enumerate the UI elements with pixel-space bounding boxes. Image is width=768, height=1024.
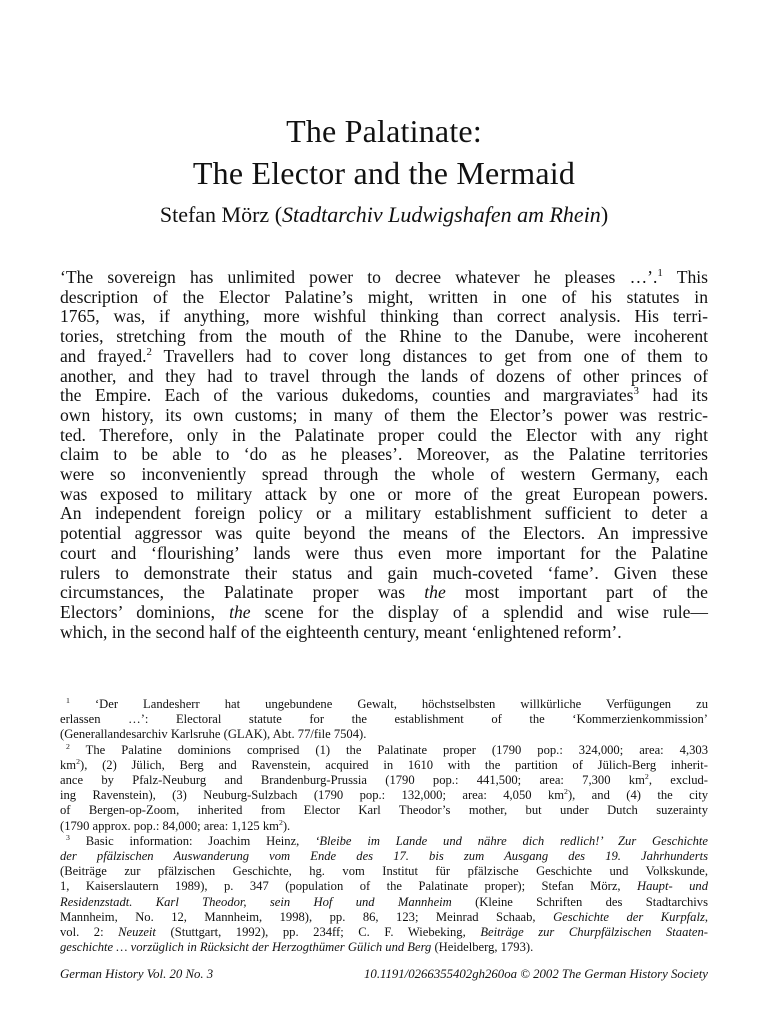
footnote-line: $^3$ Basic information: Joachim Heinz, ‘Bleibe im Lande und nähre dich redlich!’ Zur Geschichte xyxy=(66,832,708,848)
body-text-line: own history, its own customs; in many of them the Elector’s power was restric- xyxy=(60,404,708,425)
footnote-line: Mannheim, No. 12, Mannheim, 1998), pp. 86, 123; Meinrad Schaab, Geschichte der Kurpfalz, xyxy=(60,909,708,924)
body-text-line: ted. Therefore, only in the Palatinate proper could the Elector with any right xyxy=(60,424,708,445)
body-text-line: 1765, was, if anything, more wishful thinking than correct analysis. His terri- xyxy=(60,306,708,327)
footnote-line: $^2$ The Palatine dominions comprised (1) the Palatinate proper (1790 pop.: 324,000; area: 4,303 xyxy=(66,741,708,757)
footnotes xyxy=(60,697,708,955)
body-text-line: another, and they had to travel through the lands of dozens of other princes of xyxy=(60,365,708,386)
footnote-line: Residenzstadt. Karl Theodor, sein Hof und Mannheim (Kleine Schriften des Stadtarchivs xyxy=(60,894,708,909)
body-text-line: ‘The sovereign has unlimited power to decree whatever he pleases …’.$^1$ This xyxy=(60,267,708,287)
footnote-line: erlassen …’: Electoral statute for the establishment of the ‘Kommerzienkommission’ xyxy=(60,712,708,727)
footnote-line: (1790 approx. pop.: 84,000; area: 1,125 $km^2$). xyxy=(60,817,291,833)
body-text-line: description of the Elector Palatine’s might, written in one of his statutes in xyxy=(60,286,708,307)
italic-text: Beiträge zur Churpfälzischen Staaten- xyxy=(480,925,708,940)
footnote-line xyxy=(60,849,708,864)
author-affiliation: Stadtarchiv Ludwigshafen am Rhein xyxy=(282,202,601,227)
italic-text: Neuzeit xyxy=(118,925,156,940)
italic-text: geschichte … vorzüglich in Rücksicht der Herzogthümer Gülich und Berg xyxy=(60,940,432,955)
footer-doi-copyright: 10.1191/0266355402gh260oa © 2002 The German History Society xyxy=(364,967,708,981)
footnote-line: $km^2$), (2) Jülich, Berg and Ravenstein, acquired in 1610 with the partition of Jülich-Berg inherit- xyxy=(60,756,708,772)
body-text-line: and frayed.$^2$ Travellers had to cover long distances to get from one of them to xyxy=(60,345,708,366)
body-text xyxy=(60,268,708,642)
footnote-marker: 2 xyxy=(278,817,283,827)
body-text-line: An independent foreign policy or a military establishment sufficient to deter a xyxy=(60,503,708,524)
footnote-marker: 2 xyxy=(644,771,649,781)
footnote-line: geschichte … vorzüglich in Rücksicht der Herzogthümer Gülich und Berg (Heidelberg, 1793). xyxy=(60,940,534,955)
footnote-marker: 2 xyxy=(66,741,70,751)
footnote-marker: 3 xyxy=(66,832,70,842)
author-name: Stefan Mörz xyxy=(159,202,270,227)
footnote-marker: 2 xyxy=(76,756,80,766)
footnote-marker: 2 xyxy=(564,787,568,797)
italic-text: the xyxy=(424,582,446,603)
footnote-marker: 1 xyxy=(66,695,70,705)
footnote-marker: 3 xyxy=(633,385,639,398)
article-title-line-2: The Elector and the Mermaid xyxy=(192,155,576,191)
body-text-line: was exposed to military attack by one or more of the great European powers. xyxy=(60,483,708,504)
article-title-line-1: The Palatinate: xyxy=(286,113,482,149)
footnote-marker: 1 xyxy=(657,267,663,280)
italic-text: ‘Bleibe im Lande und nähre dich redlich!’ Zur Geschichte xyxy=(315,833,708,848)
italic-text: Haupt- und xyxy=(636,879,708,894)
body-text-line: potential aggressor was quite beyond the means of the Electors. An impressive xyxy=(60,523,708,544)
body-text-line: rulers to demonstrate their status and gain much-coveted ‘fame’. Given these xyxy=(60,562,708,583)
body-text-line: circumstances, the Palatinate proper was the most important part of the xyxy=(60,582,708,603)
body-text-line: were so inconveniently spread through the whole of western Germany, each xyxy=(60,464,708,485)
italic-text: Geschichte der Kurpfalz xyxy=(553,909,705,924)
body-text-line: claim to be able to ‘do as he pleases’. Moreover, as the Palatine territories xyxy=(60,444,708,465)
body-text-line: the Empire. Each of the various dukedoms, counties and margraviates$^3$ had its xyxy=(60,385,708,406)
footnote-line: of Bergen-op-Zoom, inherited from Elector Karl Theodor’s mother, but under Dutch suzerainty xyxy=(60,803,708,818)
body-text-line: tories, stretching from the mouth of the Rhine to the Danube, were incoherent xyxy=(60,326,708,347)
body-text-line: court and ‘flourishing’ lands were thus even more important for the Palatine xyxy=(60,542,708,563)
footnote-marker: 2 xyxy=(146,345,152,358)
footnote-line: ance by Pfalz-Neuburg and Brandenburg-Prussia (1790 pop.: 441,500; area: 7,300 $km^2$, exclud- xyxy=(60,771,709,788)
footnote-line: (Generallandesarchiv Karlsruhe (GLAK), Abt. 77/file 7504). xyxy=(60,727,367,742)
italic-text: der pfälzischen Auswanderung vom Ende des 17. bis zum Ausgang des 19. Jahrhunderts xyxy=(60,849,708,864)
body-text-line: Electors’ dominions, the scene for the display of a splendid and wise rule— xyxy=(60,601,708,622)
footnote-line: vol. 2: Neuzeit (Stuttgart, 1992), pp. 234ff; C. F. Wiebeking, Beiträge zur Churpfälzischen Staaten- xyxy=(60,925,708,940)
footer-journal: German History Vol. 20 No. 3 xyxy=(60,967,214,981)
body-text-line: which, in the second half of the eighteenth century, meant ‘enlightened reform’. xyxy=(60,621,622,642)
footnote-line: $^1$ ‘Der Landesherr hat ungebundene Gewalt, höchstselbsten willkürliche Verfügungen zu xyxy=(66,695,708,711)
footnote-line: (Beiträge zur pfälzischen Geschichte, hg. vom Institut für pfälzische Geschichte und Volkskunde, xyxy=(60,864,708,879)
italic-text: the xyxy=(229,601,251,622)
italic-text: Residenzstadt. Karl Theodor, sein Hof und Mannheim xyxy=(60,894,452,909)
author-line: Stefan Mörz (Stadtarchiv Ludwigshafen am Rhein) xyxy=(159,202,609,227)
footnote-line: 1, Kaiserslautern 1989), p. 347 (population of the Palatinate proper); Stefan Mörz, Haupt- und xyxy=(60,879,708,894)
footnote-line: ing Ravenstein), (3) Neuburg-Sulzbach (1790 pop.: 132,000; area: 4,050 $km^2$), and (4) the city xyxy=(60,787,708,803)
